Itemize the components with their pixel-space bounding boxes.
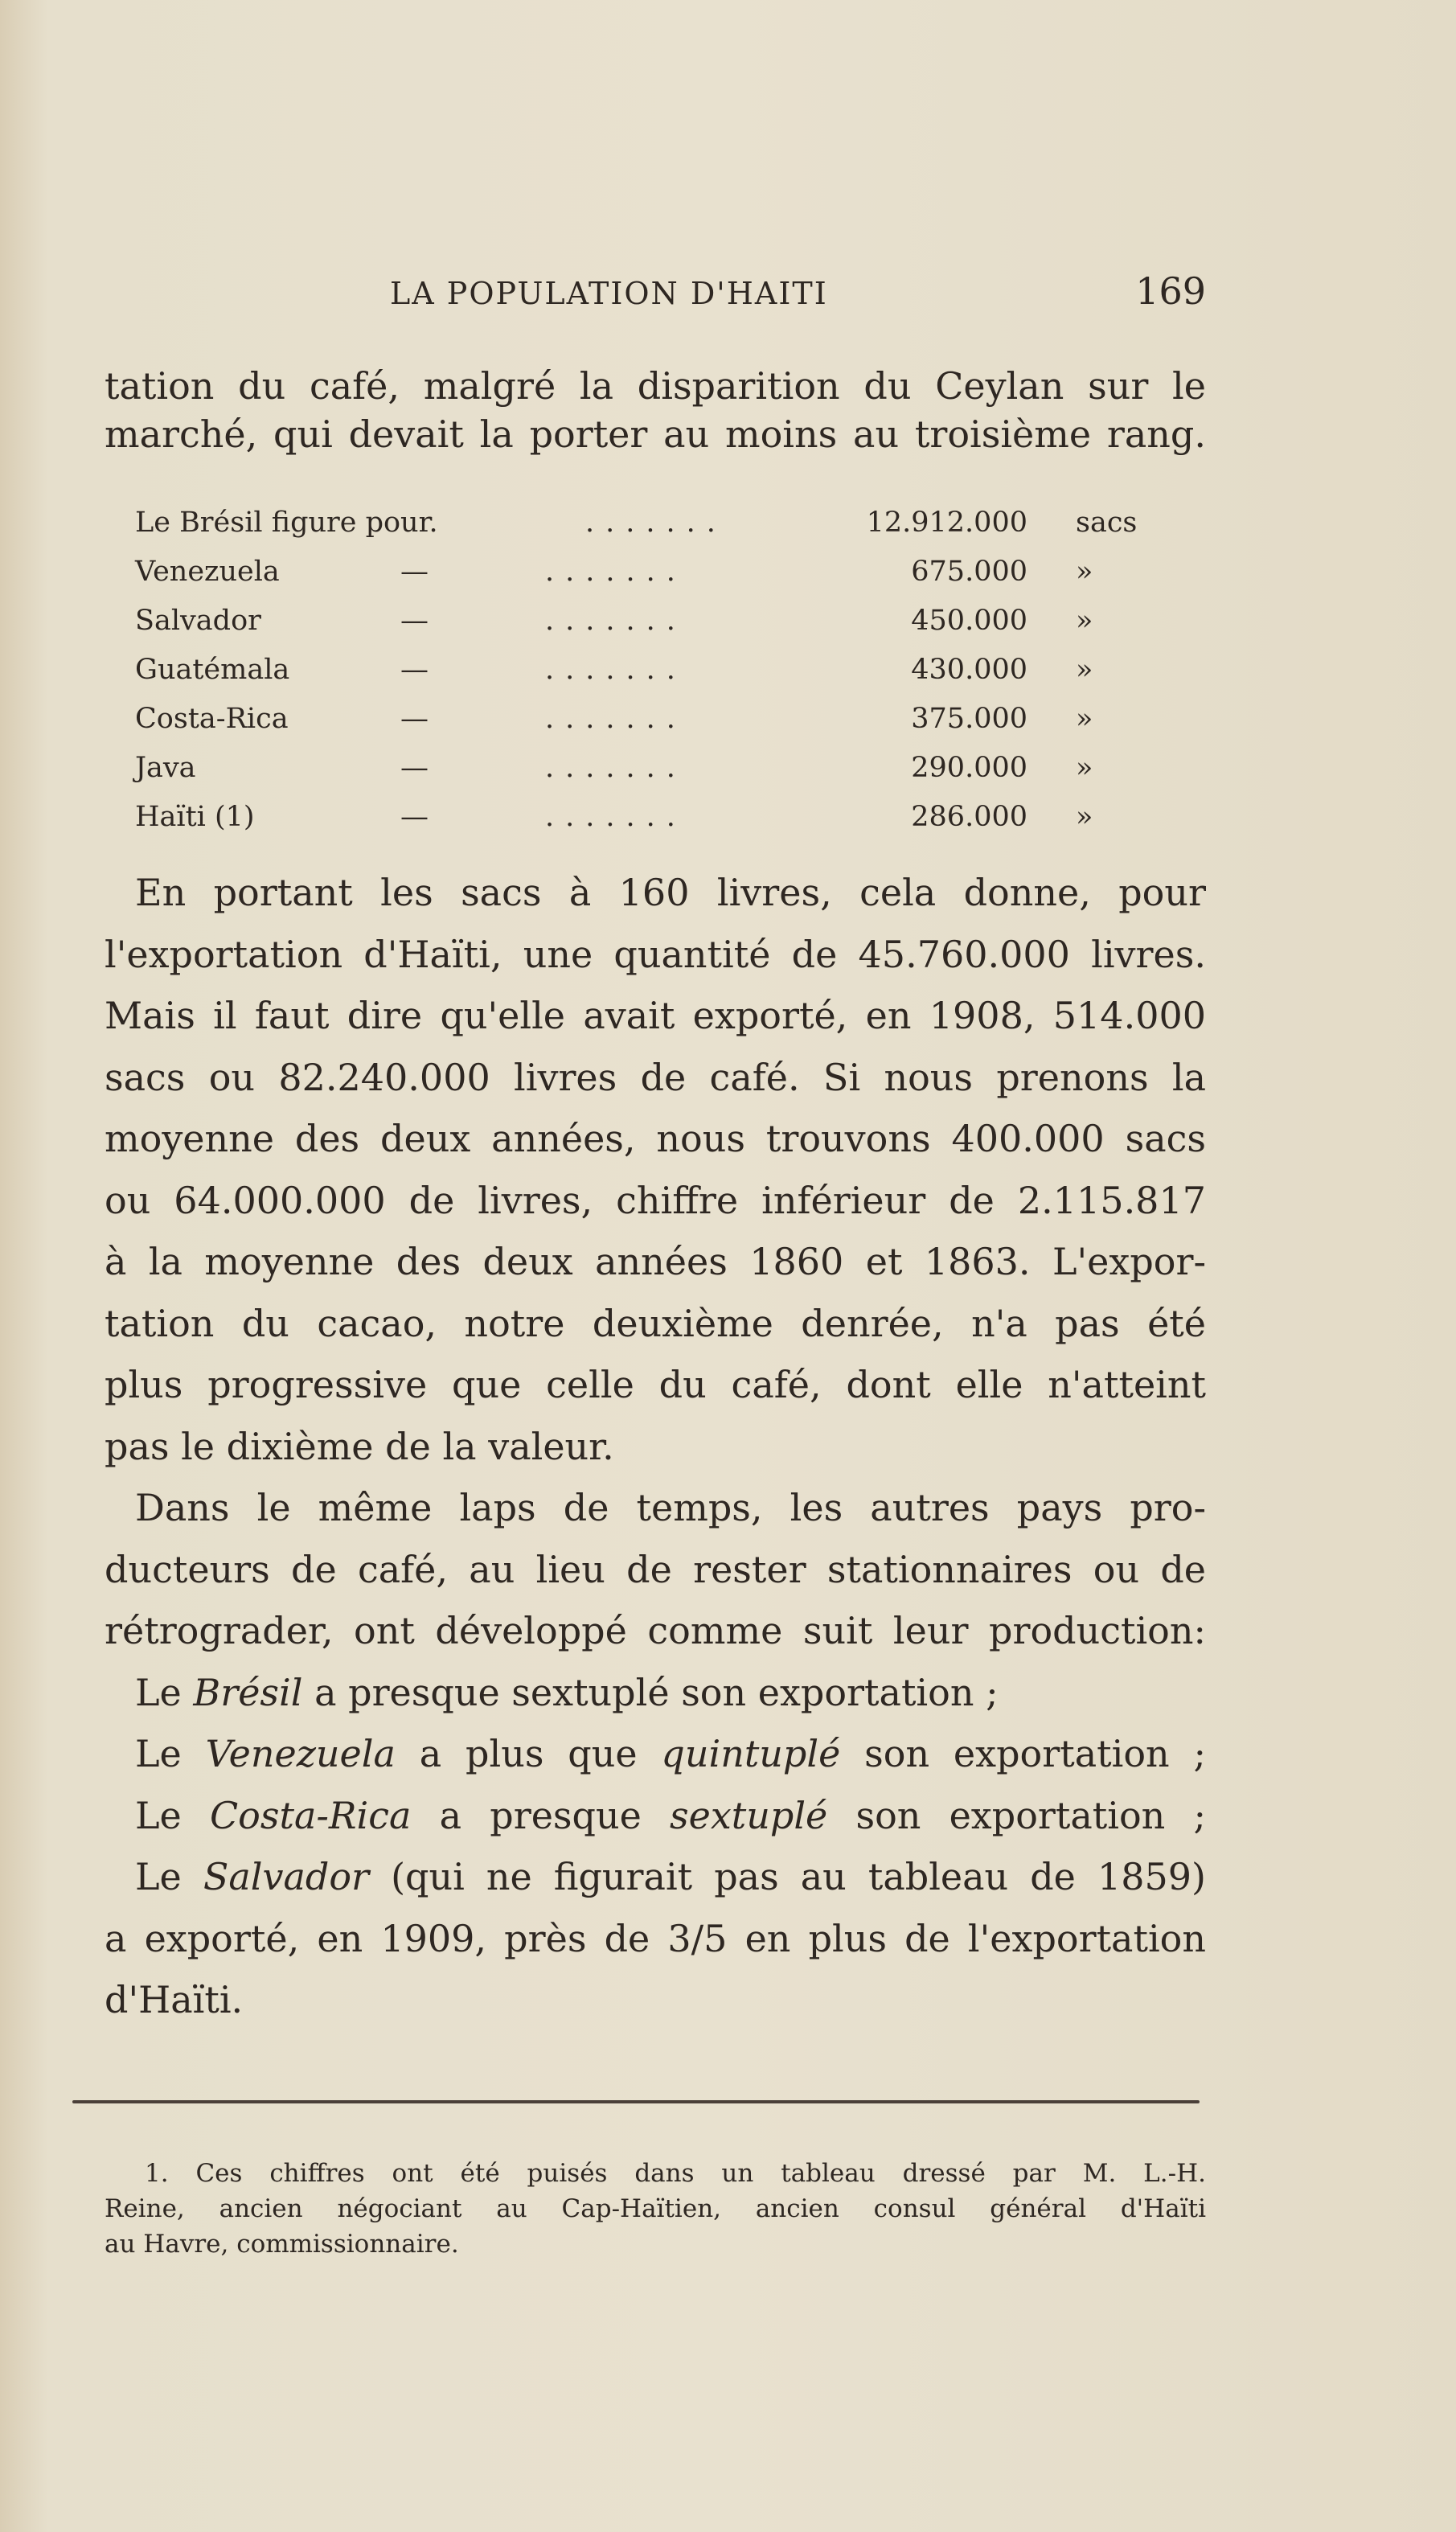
cell-name: Haïti (1) (135, 801, 255, 833)
cell-dots: ....... (545, 703, 687, 735)
coffee-export-table (135, 499, 1148, 842)
cell-unit: » (1076, 605, 1093, 637)
emphasis-text: Venezuela (205, 1732, 396, 1775)
text-line: En portant les sacs à 160 livres, cela donne, pour (135, 871, 1206, 914)
list-item (135, 1791, 1206, 1840)
table-row (135, 646, 1148, 695)
text-line: sacs ou 82.240.000 livres de café. Si nous prenons la (105, 1056, 1206, 1099)
emphasis-text: Salvador (203, 1855, 370, 1898)
table-row (135, 499, 1148, 548)
text-line: marché, qui devait la porter au moins au troisième rang. (105, 412, 1206, 456)
text: Le (135, 1732, 206, 1775)
cell-value: 286.000 (911, 801, 1027, 833)
text: Le (135, 1794, 210, 1837)
cell-dash: — (400, 801, 429, 833)
footnote-line: Reine, ancien négociant au Cap-Haïtien, ancien consul général d'Haïti (105, 2194, 1206, 2223)
text-line: pas le dixième de la valeur. (105, 1425, 614, 1468)
table-row (135, 744, 1148, 793)
cell-name: Costa-Rica (135, 703, 289, 735)
text: Le (135, 1671, 194, 1714)
text: Le (135, 1855, 203, 1898)
cell-name: Le Brésil figure pour. (135, 507, 438, 539)
text: a presque sextuplé son exportation ; (302, 1671, 999, 1714)
cell-dash: — (400, 703, 429, 735)
cell-name: Java (135, 752, 196, 784)
cell-unit: » (1076, 801, 1093, 833)
footnote-line: au Havre, commissionnaire. (105, 2230, 459, 2259)
running-title: LA POPULATION D'HAITI (390, 276, 828, 311)
cell-dash: — (400, 654, 429, 686)
cell-unit: » (1076, 703, 1093, 735)
text-line: l'exportation d'Haïti, une quantité de 45.760.000 livres. (105, 933, 1206, 976)
text-line: d'Haïti. (105, 1978, 244, 2021)
table-row (135, 548, 1148, 597)
text-line: tation du cacao, notre deuxième denrée, n'a pas été (105, 1302, 1206, 1345)
text: a plus que (395, 1732, 662, 1775)
cell-value: 290.000 (911, 752, 1027, 784)
text-line: tation du café, malgré la disparition du Ceylan sur le (105, 364, 1206, 408)
text-line: ducteurs de café, au lieu de rester stationnaires ou de (105, 1548, 1206, 1591)
emphasis-text: quintuplé (661, 1732, 841, 1775)
cell-value: 12.912.000 (866, 507, 1027, 539)
text: (qui ne figurait pas au tableau de 1859) (369, 1855, 1206, 1898)
emphasis-text: Brésil (193, 1671, 303, 1714)
text-line: ou 64.000.000 de livres, chiffre inférieur de 2.115.817 (105, 1179, 1206, 1222)
emphasis-text: sextuplé (670, 1794, 828, 1837)
cell-value: 450.000 (911, 605, 1027, 637)
list-item (135, 1730, 1206, 1778)
text-line: Mais il faut dire qu'elle avait exporté, en 1908, 514.000 (105, 994, 1206, 1037)
cell-dots: ....... (545, 556, 687, 588)
table-row (135, 793, 1148, 842)
table-row (135, 695, 1148, 744)
cell-name: Venezuela (135, 556, 280, 588)
cell-dots: ....... (545, 752, 687, 784)
cell-name: Guatémala (135, 654, 290, 686)
table-row (135, 597, 1148, 646)
footnote-line: 1. Ces chiffres ont été puisés dans un tableau dressé par M. L.-H. (145, 2159, 1206, 2188)
cell-dots: ....... (545, 605, 687, 637)
cell-name: Salvador (135, 605, 261, 637)
list-item (135, 1853, 1206, 1901)
cell-dots: ....... (545, 654, 687, 686)
cell-value: 675.000 (911, 556, 1027, 588)
cell-unit: » (1076, 654, 1093, 686)
list-item (135, 1668, 1206, 1717)
cell-dash: — (400, 605, 429, 637)
cell-unit: sacs (1076, 507, 1138, 539)
text-line: moyenne des deux années, nous trouvons 400.000 sacs (105, 1117, 1206, 1160)
cell-unit: » (1076, 556, 1093, 588)
text: son exportation ; (840, 1732, 1206, 1775)
cell-unit: » (1076, 752, 1093, 784)
cell-dots: ....... (585, 507, 727, 539)
emphasis-text: Costa-Rica (209, 1794, 412, 1837)
text-line: rétrograder, ont développé comme suit leur production: (105, 1609, 1206, 1652)
running-header (105, 269, 1206, 318)
text-line: plus progressive que celle du café, dont elle n'atteint (105, 1363, 1206, 1406)
text-line: a exporté, en 1909, près de 3/5 en plus de l'exportation (105, 1917, 1206, 1960)
cell-value: 430.000 (911, 654, 1027, 686)
cell-dash: — (400, 556, 429, 588)
cell-dots: ....... (545, 801, 687, 833)
footnote-rule (72, 2100, 1200, 2103)
text: a presque (411, 1794, 671, 1837)
text: son exportation ; (827, 1794, 1206, 1837)
cell-value: 375.000 (911, 703, 1027, 735)
text-line: Dans le même laps de temps, les autres pays pro- (135, 1486, 1206, 1529)
page-number: 169 (1135, 269, 1206, 313)
cell-dash: — (400, 752, 429, 784)
text-line: à la moyenne des deux années 1860 et 1863. L'expor- (105, 1240, 1206, 1283)
